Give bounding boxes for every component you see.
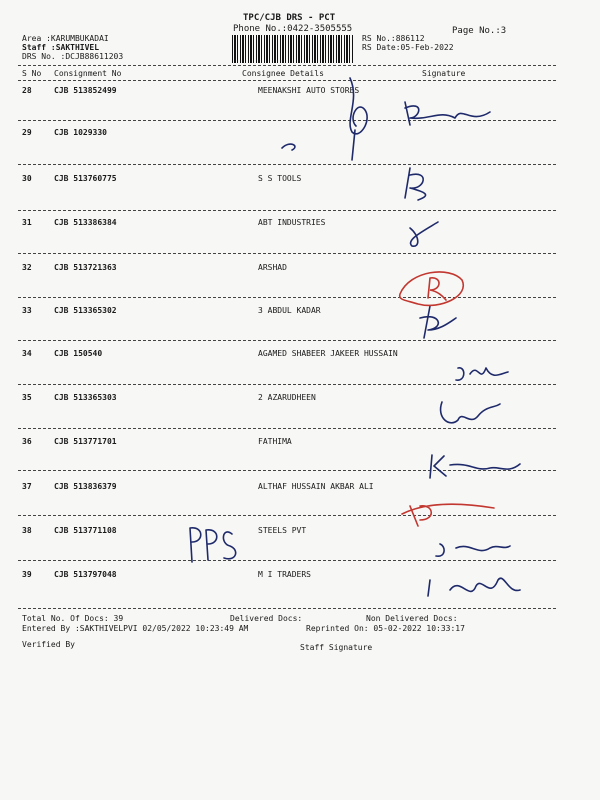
row-consignment: CJB 513852499 xyxy=(54,86,117,95)
column-header-consignment: Consignment No xyxy=(54,69,122,78)
row-sno: 31 xyxy=(22,218,32,227)
row-consignment: CJB 513771108 xyxy=(54,526,117,535)
row-consignment: CJB 513797048 xyxy=(54,570,117,579)
row-consignee: 2 AZARUDHEEN xyxy=(258,393,316,402)
row-consignee: STEELS PVT xyxy=(258,526,307,535)
verified-by: Verified By xyxy=(22,640,75,649)
row-consignment: CJB 513365302 xyxy=(54,306,117,315)
row-sno: 37 xyxy=(22,482,32,491)
row-consignee: S S TOOLS xyxy=(258,174,302,183)
drs-number: DRS No. :DCJB88611203 xyxy=(22,52,124,61)
row-consignee: MEENAKSHI AUTO STORES xyxy=(258,86,360,95)
row-consignment: CJB 150540 xyxy=(54,349,103,358)
row-consignee: FATHIMA xyxy=(258,437,292,446)
row-consignment: CJB 513771701 xyxy=(54,437,117,446)
staff-label: Staff :SAKTHIVEL xyxy=(22,43,100,52)
row-consignment: CJB 513836379 xyxy=(54,482,117,491)
row-sno: 39 xyxy=(22,570,32,579)
row-consignee: 3 ABDUL KADAR xyxy=(258,306,321,315)
row-consignment: CJB 513365303 xyxy=(54,393,117,402)
page-number: Page No.:3 xyxy=(452,26,507,36)
row-sno: 28 xyxy=(22,86,32,95)
column-header-consignee: Consignee Details xyxy=(242,69,324,78)
non-delivered-docs: Non Delivered Docs: xyxy=(366,614,458,623)
row-consignee: AGAMED SHABEER JAKEER HUSSAIN xyxy=(258,349,398,358)
row-sno: 29 xyxy=(22,128,32,137)
row-sno: 33 xyxy=(22,306,32,315)
row-sno: 34 xyxy=(22,349,32,358)
row-consignment: CJB 513760775 xyxy=(54,174,117,183)
row-consignee: M I TRADERS xyxy=(258,570,311,579)
row-consignee: ALTHAF HUSSAIN AKBAR ALI xyxy=(258,482,374,491)
reprinted-on: Reprinted On: 05-02-2022 10:33:17 xyxy=(306,624,465,633)
entered-by: Entered By :SAKTHIVELPVI 02/05/2022 10:23:49 AM xyxy=(22,624,249,633)
row-sno: 35 xyxy=(22,393,32,402)
document-title: TPC/CJB DRS - PCT xyxy=(243,13,336,23)
row-sno: 36 xyxy=(22,437,32,446)
row-sno: 32 xyxy=(22,263,32,272)
row-consignee: ABT INDUSTRIES xyxy=(258,218,326,227)
rs-number: RS No.:886112 xyxy=(362,34,425,43)
row-consignment: CJB 513386384 xyxy=(54,218,117,227)
row-sno: 38 xyxy=(22,526,32,535)
column-header-sno: S No xyxy=(22,69,42,78)
column-header-signature: Signature xyxy=(422,69,466,78)
total-docs: Total No. Of Docs: 39 xyxy=(22,614,124,623)
rs-date: RS Date:05-Feb-2022 xyxy=(362,43,454,52)
area-label: Area :KARUMBUKADAI xyxy=(22,34,109,43)
delivered-docs: Delivered Docs: xyxy=(230,614,303,623)
phone-number: Phone No.:0422-3505555 xyxy=(233,24,353,34)
row-sno: 30 xyxy=(22,174,32,183)
row-consignment: CJB 513721363 xyxy=(54,263,117,272)
staff-signature: Staff Signature xyxy=(300,643,373,652)
row-consignment: CJB 1029330 xyxy=(54,128,107,137)
row-consignee: ARSHAD xyxy=(258,263,287,272)
